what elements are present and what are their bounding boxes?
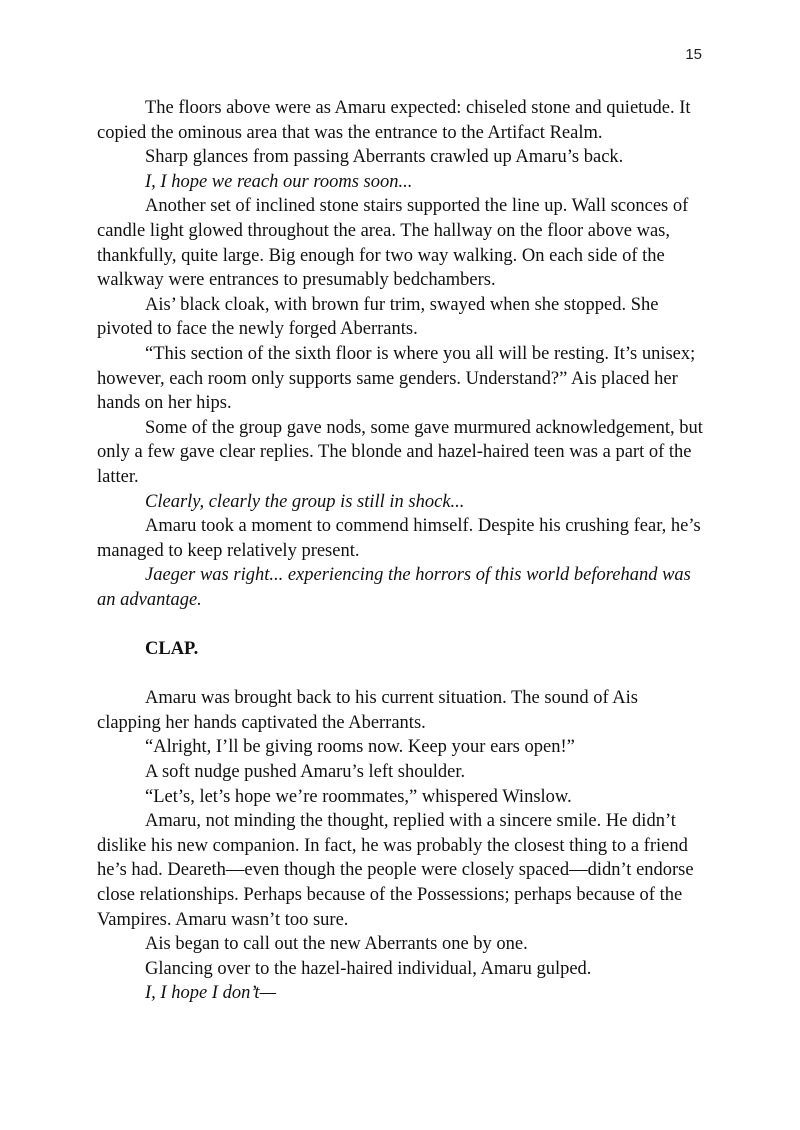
paragraph: Another set of inclined stone stairs supported the line up. Wall sconces of candle light glowed throughout the area. The hallway on the floor above was, thankfully, quite large. Big enough for two way walking. On each side of the walkway were entrances to presumably bedchambers. <box>97 196 689 291</box>
paragraph: Ais began to call out the new Aberrants one by one. <box>145 934 528 955</box>
page-number: 15 <box>685 46 702 63</box>
sound-effect-heading: CLAP. <box>145 639 199 660</box>
paragraph: Amaru, not minding the thought, replied with a sincere smile. He didn’t dislike his new companion. In fact, he was probably the closest thing to a friend he’s had. Deareth—even though the people were closely spaced—didn’t endorse close relationships. Perhaps because of the Possessions; perhaps because of the Vampires. Amaru wasn’t too sure. <box>97 811 694 930</box>
paragraph: “This section of the sixth floor is where you all will be resting. It’s unisex; however, each room only supports same genders. Understand?” Ais placed her hands on her hips. <box>97 343 696 414</box>
paragraph: Amaru took a moment to commend himself. Despite his crushing fear, he’s managed to keep relatively present. <box>97 516 701 561</box>
paragraph: Amaru was brought back to his current situation. The sound of Ais clapping her hands captivated the Aberrants. <box>97 688 638 733</box>
paragraph: Some of the group gave nods, some gave murmured acknowledgement, but only a few gave clear replies. The blonde and hazel-haired teen was a part of the latter. <box>97 417 703 487</box>
paragraph: Glancing over to the hazel-haired individual, Amaru gulped. <box>145 958 592 979</box>
body-text <box>97 96 703 1006</box>
paragraph: “Let’s, let’s hope we’re roommates,” whispered Winslow. <box>145 786 572 807</box>
italic-thought: I, I hope I don’t— <box>145 983 277 1004</box>
paragraph: Ais’ black cloak, with brown fur trim, swayed when she stopped. She pivoted to face the newly forged Aberrants. <box>97 294 659 340</box>
italic-thought: Jaeger was right... experiencing the horrors of this world beforehand was an advantage. <box>97 565 691 610</box>
paragraph: “Alright, I’ll be giving rooms now. Keep your ears open!” <box>145 737 575 758</box>
paragraph: A soft nudge pushed Amaru’s left shoulder. <box>145 762 466 783</box>
italic-thought: I, I hope we reach our rooms soon... <box>145 171 413 192</box>
italic-thought: Clearly, clearly the group is still in shock... <box>145 491 465 512</box>
paragraph: Sharp glances from passing Aberrants crawled up Amaru’s back. <box>145 147 624 168</box>
paragraph: The floors above were as Amaru expected: chiseled stone and quietude. It copied the ominous area that was the entrance to the Artifact Realm. <box>97 98 691 143</box>
